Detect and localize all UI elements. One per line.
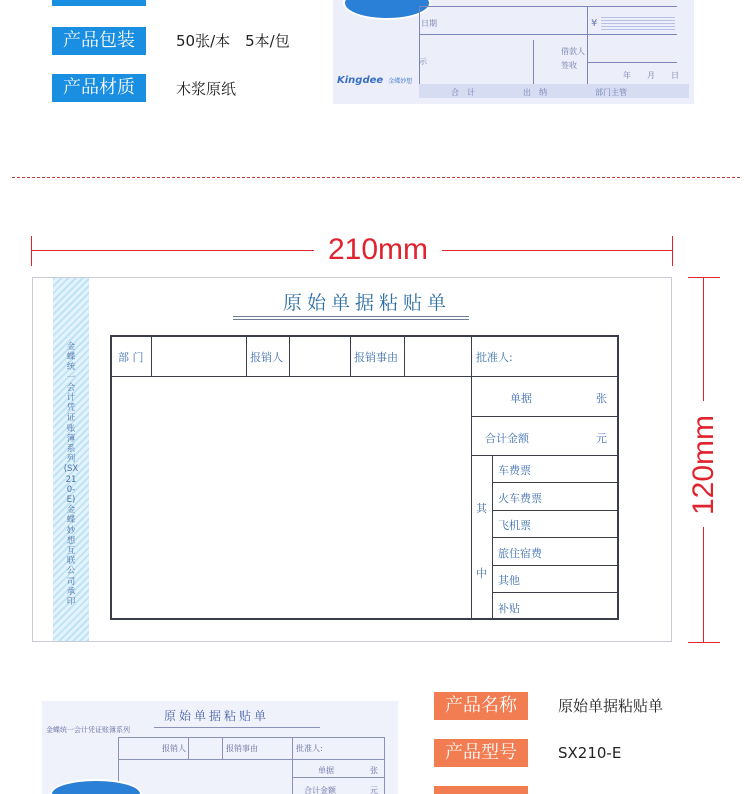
photo-bottom-total-unit: 元 [370, 786, 378, 794]
photo-bottom-reason: 报销事由 [226, 744, 258, 753]
logo-badge-icon-bottom [50, 779, 142, 794]
photo-field-show: 示 [419, 57, 427, 66]
reimburser-label: 报销人 [250, 351, 283, 364]
spec-label-partial-bottom [434, 786, 528, 794]
item-other: 其他 [498, 574, 520, 587]
product-photo-top [333, 0, 694, 104]
spec-label-model: 产品型号 [434, 739, 528, 767]
photo-bottom-docs: 单据 [318, 766, 334, 775]
photo-bottom-approver: 批准人: [296, 744, 323, 753]
photo-bottom-total: 合计金额 [304, 786, 336, 794]
photo-bottom-reimburser: 报销人 [162, 744, 186, 753]
docs-unit: 张 [596, 392, 607, 405]
dim-width-tick-left [31, 236, 32, 266]
dim-width-line-right [442, 250, 673, 251]
dim-width-line-left [31, 250, 314, 251]
spec-value-model: SX210-E [558, 744, 622, 762]
photo-footer-cashier: 出 纳 [523, 88, 547, 97]
photo-year: 年 [623, 71, 631, 80]
photo-bottom-title: 原始单据粘贴单 [164, 709, 270, 723]
photo-footer-total: 合 计 [451, 88, 475, 97]
docs-label: 单据 [510, 392, 532, 405]
total-amount-label: 合计金额 [485, 432, 529, 445]
dept-label: 部 门 [118, 351, 144, 364]
among-label-2: 中 [476, 567, 487, 580]
item-car-fare: 车费票 [498, 464, 531, 477]
approver-label: 批准人: [476, 351, 513, 364]
spec-label-packaging: 产品包装 [52, 27, 146, 55]
item-flight: 飞机票 [498, 519, 531, 532]
dim-width-tick-right [672, 236, 673, 266]
item-train-fare: 火车费票 [498, 492, 542, 505]
side-print-text: 金蝶统一会计凭证账簿系列(SX210-E)金蝶妙想互联公司承印 [63, 342, 79, 608]
dim-height-label: 120mm [687, 414, 720, 516]
photo-month: 月 [647, 71, 655, 80]
spec-label-partial [52, 0, 146, 6]
total-unit: 元 [596, 432, 607, 445]
spec-label-material: 产品材质 [52, 74, 146, 102]
logo-badge-icon [343, 0, 431, 20]
spec-value-material: 木浆原纸 [176, 80, 237, 98]
voucher-table [110, 335, 619, 620]
title-underline-2 [233, 319, 469, 320]
spec-label-product-name: 产品名称 [434, 692, 528, 720]
among-label-1: 其 [476, 502, 487, 515]
photo-sign: 签收 [561, 61, 577, 70]
spec-value-product-name: 原始单据粘贴单 [558, 697, 664, 715]
dim-height-tick-bottom [688, 642, 720, 643]
item-subsidy: 补贴 [498, 602, 520, 615]
photo-footer-supervisor: 部门主管 [595, 88, 627, 97]
form-title: 原始单据粘贴单 [282, 292, 451, 314]
product-photo-bottom [42, 701, 398, 794]
dim-height-line-bottom [703, 527, 704, 643]
dim-height-line-top [703, 277, 704, 401]
dim-width-label: 210mm [327, 233, 429, 266]
photo-bottom-series: 金蝶统一会计凭证账簿系列 [46, 726, 130, 734]
title-underline [233, 316, 469, 317]
photo-bottom-docs-unit: 张 [370, 766, 378, 775]
kingdee-logo: Kingdee 金蝶妙想 [337, 75, 413, 86]
dim-height-tick-top [688, 277, 720, 278]
photo-borrower: 借款人 [561, 47, 585, 56]
spec-value-packaging: 50张/本 5本/包 [176, 32, 290, 50]
header-row-bottom [110, 376, 472, 377]
section-divider [12, 177, 740, 178]
item-lodging: 旅住宿费 [498, 547, 542, 560]
photo-day: 日 [671, 71, 679, 80]
photo-currency: ¥ [591, 18, 598, 29]
photo-field-date: 日期 [421, 19, 437, 28]
reason-label: 报销事由 [354, 351, 398, 364]
